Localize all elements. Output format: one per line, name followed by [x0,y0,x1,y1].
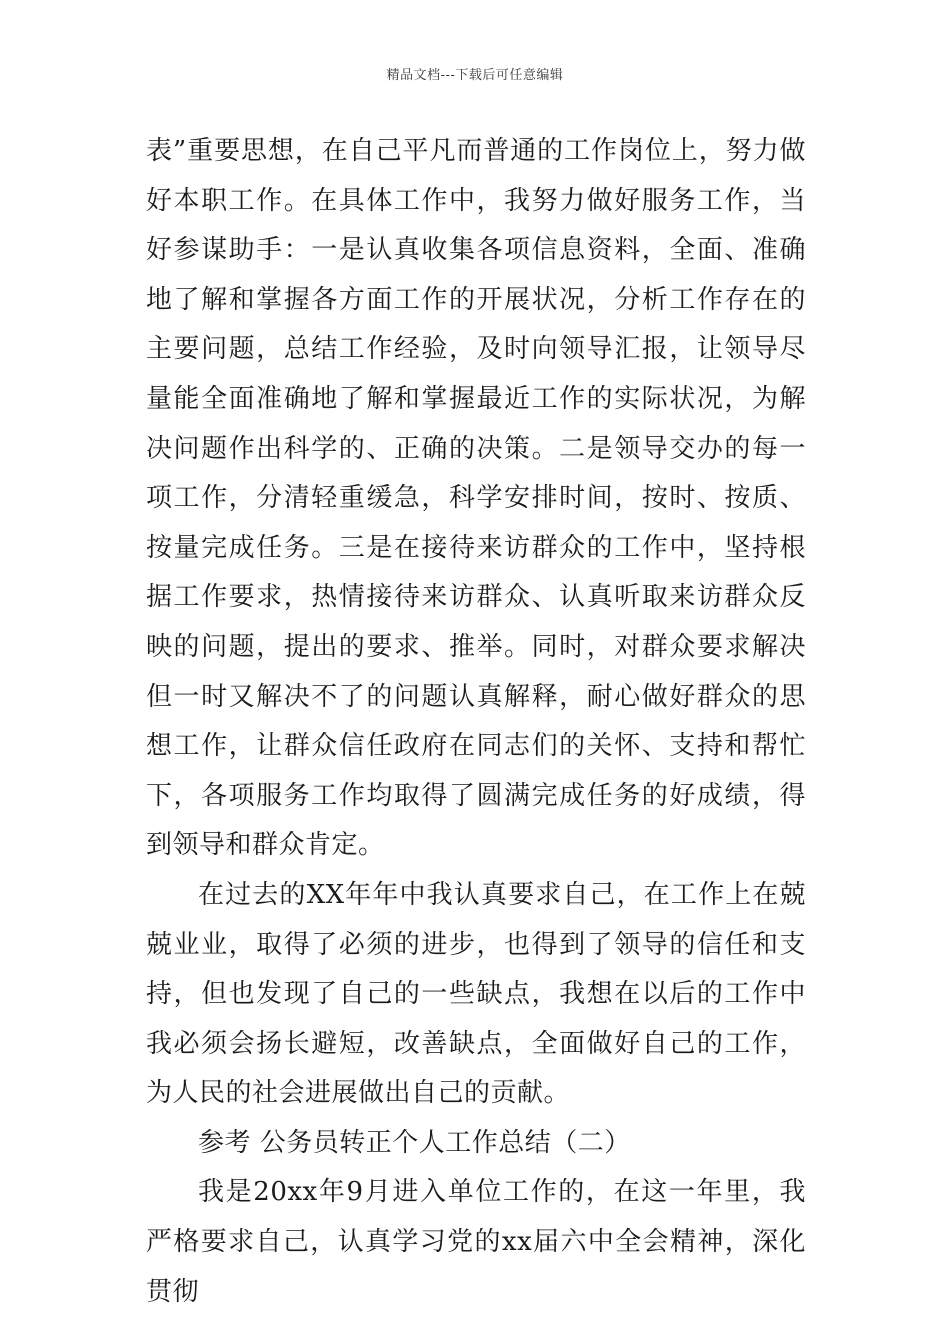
document-body [146,127,806,1317]
paragraph-continued: 表”重要思想，在自己平凡而普通的工作岗位上，努力做好本职工作。在具体工作中，我努力做好服务工作，当好参谋助手：一是认真收集各项信息资料，全面、准确地了解和掌握各方面工作的开展状况，分析工作存在的主要问题，总结工作经验，及时向领导汇报，让领导尽量能全面准确地了解和掌握最近工作的实际状况，为解决问题作出科学的、正确的决策。二是领导交办的每一项工作，分清轻重缓急，科学安排时间，按时、按质、按量完成任务。三是在接待来访群众的工作中，坚持根据工作要求，热情接待来访群众、认真听取来访群众反映的问题，提出的要求、推举。同时，对群众要求解决但一时又解决不了的问题认真解释，耐心做好群众的思想工作，让群众信任政府在同志们的关怀、支持和帮忙下，各项服务工作均取得了圆满完成任务的好成绩，得到领导和群众肯定。 [146,136,806,861]
section-heading: 参考 公务员转正个人工作总结（二） [198,1127,631,1158]
paragraph-summary: 在过去的XX年年中我认真要求自己，在工作上在兢兢业业，取得了必须的进步，也得到了领导的信任和支持，但也发现了自己的一些缺点，我想在以后的工作中我必须会扬长避短，改善缺点，全面做好自己的工作，为人民的社会进展做出自己的贡献。 [146,879,806,1109]
paragraph-intro: 我是20xx年9月进入单位工作的，在这一年里，我严格要求自己，认真学习党的xx届六中全会精神，深化贯彻 [146,1177,806,1307]
page-header: 精品文档---下载后可任意编辑 [386,68,564,83]
